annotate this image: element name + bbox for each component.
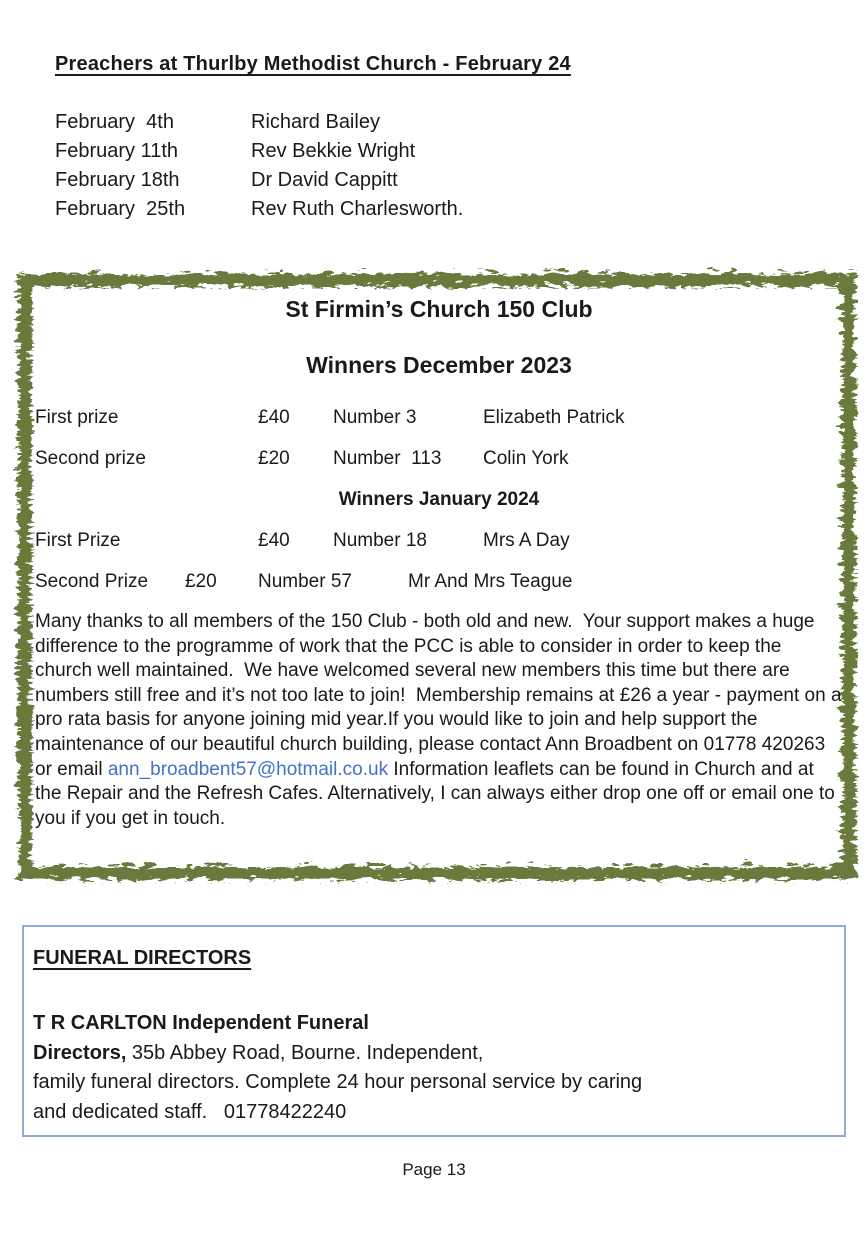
preacher-row xyxy=(55,108,828,137)
prize-winner: Mr And Mrs Teague xyxy=(408,571,573,592)
club-title: St Firmin’s Church 150 Club xyxy=(285,296,593,322)
preacher-name: Richard Bailey xyxy=(251,111,380,133)
december-winners-heading: Winners December 2023 xyxy=(306,352,572,378)
preacher-row xyxy=(55,137,828,166)
prize-winner: Elizabeth Patrick xyxy=(483,407,625,428)
prize-number: Number 113 xyxy=(333,448,442,469)
preacher-date: February 25th xyxy=(55,198,186,220)
funeral-advert-line: T R CARLTON Independent Funeral xyxy=(33,1012,369,1034)
prize-amount: £20 xyxy=(258,448,290,469)
preacher-row xyxy=(55,195,828,224)
prize-row-december-second xyxy=(35,446,843,472)
prize-amount: £20 xyxy=(185,571,217,592)
prize-amount: £40 xyxy=(258,407,290,428)
preacher-date: February 11th xyxy=(55,140,179,162)
preacher-name: Rev Bekkie Wright xyxy=(251,140,416,162)
paragraph-text-before-email: Many thanks to all members of the 150 Club - both old and new. Your support makes a huge difference to the programme of work that the PCC is able to consider in order to keep the church well maintained. We have welcomed several new members this time but there are numbers still free and it’s not too late to join! Membership remains at £26 a year - payment on a pro rata basis for anyone joining mid year.If you would like to join and help support the maintenance of our beautiful church building, please contact Ann Broadbent on 01778 420263 or email xyxy=(35,611,847,780)
preacher-date: February 18th xyxy=(55,169,180,191)
paragraph-text-after-email: Information leaflets can be found in Church and at the Repair and the Refresh Cafes. Alternatively, I can always either drop one off or email one to you if you get in touch. xyxy=(35,758,841,829)
page-number: Page 13 xyxy=(402,1160,466,1179)
preachers-title: Preachers at Thurlby Methodist Church - February 24 xyxy=(55,53,571,75)
funeral-advert-line: family funeral directors. Complete 24 hour personal service by caring xyxy=(33,1071,643,1093)
prize-amount: £40 xyxy=(258,530,290,551)
club-content xyxy=(35,295,847,831)
club-thanks-paragraph xyxy=(35,610,847,831)
preacher-name: Rev Ruth Charlesworth. xyxy=(251,198,464,220)
prize-number: Number 57 xyxy=(258,571,352,592)
preacher-list xyxy=(55,108,828,224)
prize-label: Second Prize xyxy=(35,571,149,592)
funeral-advert-bold-part: Directors, xyxy=(33,1041,127,1064)
funeral-directors-heading: FUNERAL DIRECTORS xyxy=(33,947,252,969)
preachers-section xyxy=(55,50,828,224)
prize-winner: Colin York xyxy=(483,448,569,469)
prize-label: First Prize xyxy=(35,530,121,551)
prize-winner: Mrs A Day xyxy=(483,530,570,551)
funeral-advert-address: 35b Abbey Road, Bourne. Independent, xyxy=(126,1041,484,1064)
january-winners-heading: Winners January 2024 xyxy=(338,489,540,510)
email-link[interactable]: ann_broadbent57@hotmail.co.uk xyxy=(107,758,389,780)
prize-label: First prize xyxy=(35,407,119,428)
prize-row-january-second xyxy=(35,569,843,595)
prize-row-january-first xyxy=(35,528,843,554)
preacher-name: Dr David Cappitt xyxy=(251,169,398,191)
funeral-advert-line: and dedicated staff. 01778422240 xyxy=(33,1100,347,1123)
preacher-date: February 4th xyxy=(55,111,174,133)
club-150-box xyxy=(12,267,856,880)
prize-label: Second prize xyxy=(35,448,146,469)
prize-row-december-first xyxy=(35,405,843,431)
funeral-directors-box xyxy=(22,925,846,1137)
prize-number: Number 18 xyxy=(333,530,427,551)
funeral-advert-line xyxy=(33,1039,830,1069)
prize-number: Number 3 xyxy=(333,407,417,428)
preacher-row xyxy=(55,166,828,195)
